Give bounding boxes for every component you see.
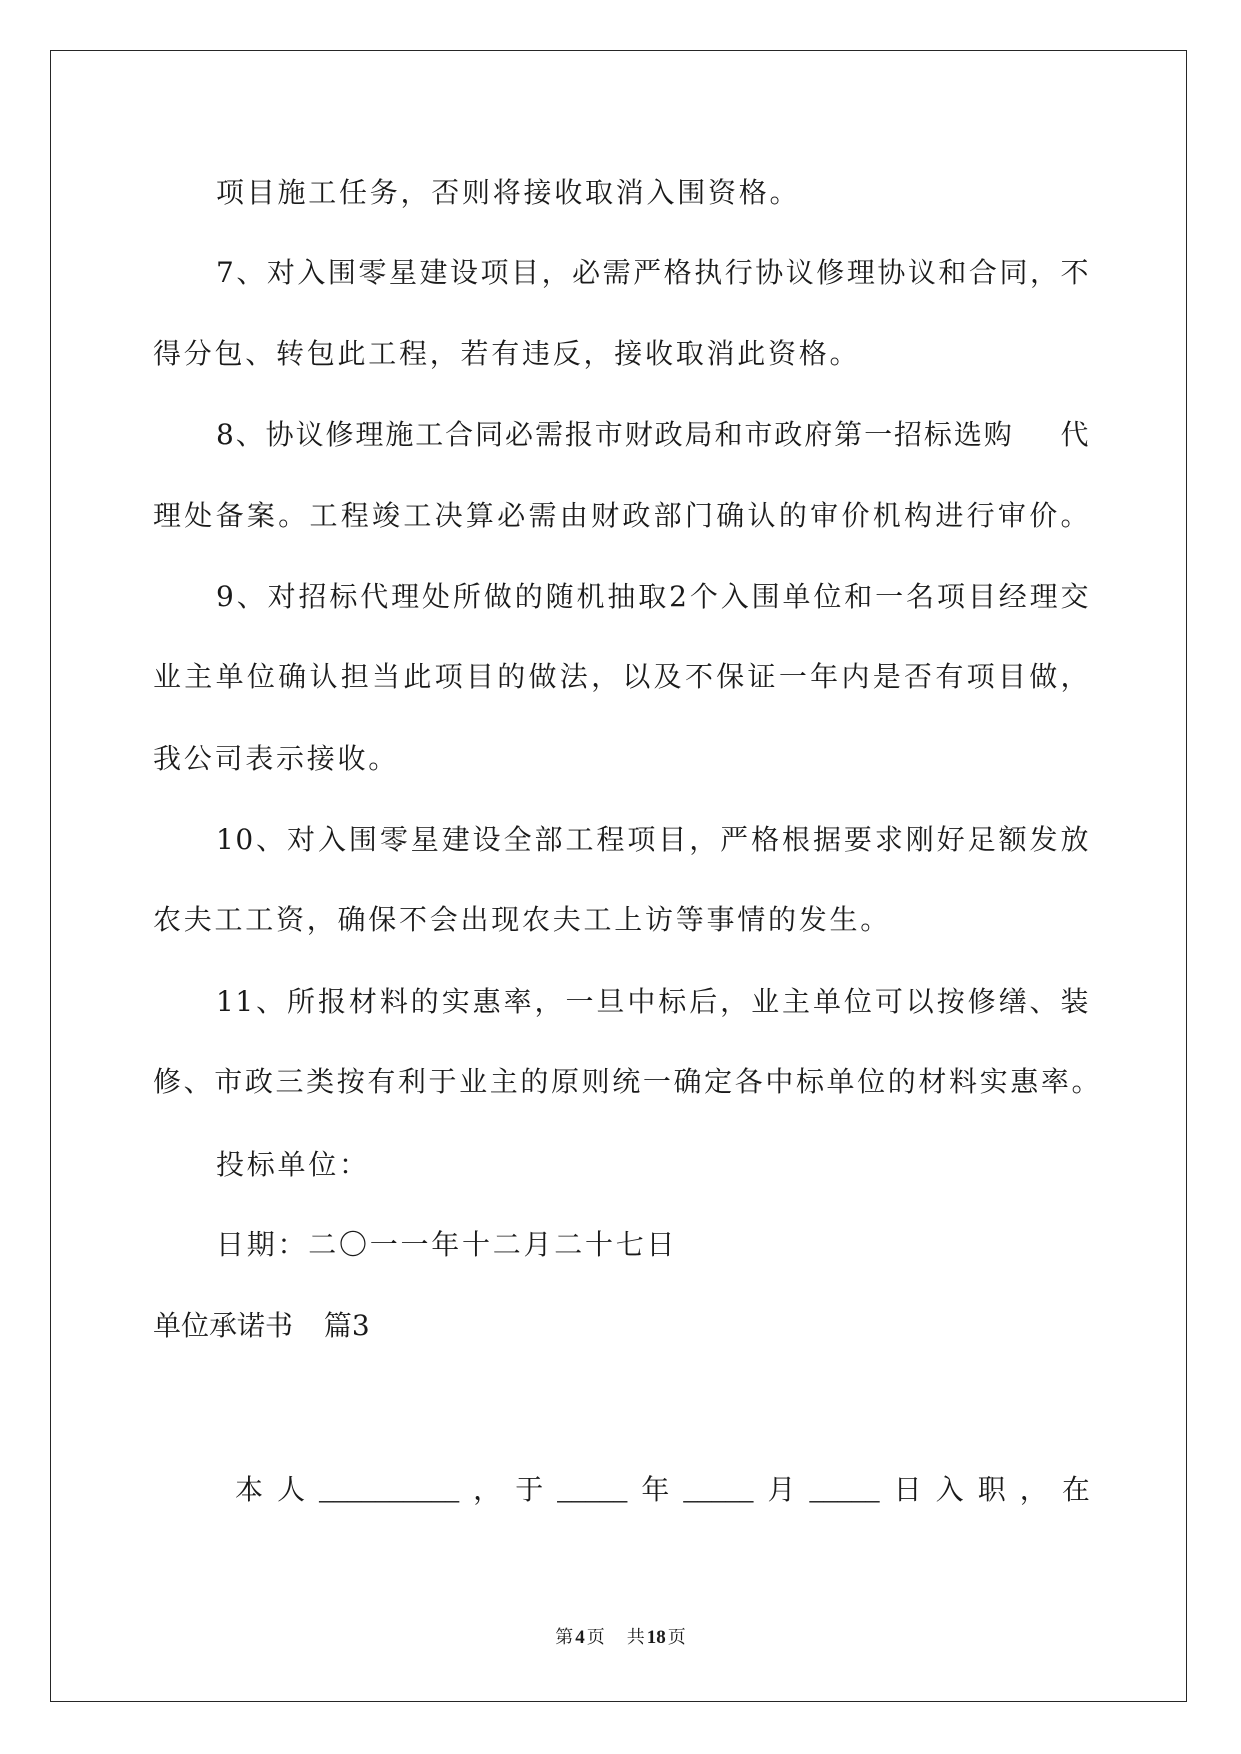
page-footer xyxy=(0,1624,1241,1652)
pledge-line xyxy=(235,1470,1090,1510)
pledge-text: 在 xyxy=(1061,1473,1090,1506)
clause-11-line-2: 修、市政三类按有利于业主的原则统一确定各中标单位的材料实惠率。 xyxy=(153,1065,1101,1098)
pledge-text: ， xyxy=(473,1473,502,1506)
clause-7-line-2: 得分包、转包此工程，若有违反，接收取消此资格。 xyxy=(153,337,861,370)
pledge-text: 日 xyxy=(893,1473,922,1506)
footer-total-suffix: 页 xyxy=(667,1627,686,1648)
clause-9-line-3: 我公司表示接收。 xyxy=(153,742,400,775)
total-pages-number: 18 xyxy=(646,1627,666,1648)
pledge-text: 职 xyxy=(977,1473,1006,1506)
pledge-text: 本 xyxy=(235,1473,264,1506)
clause-7-line-1: 7、对入围零星建设项目，必需严格执行协议修理协议和合同，不 xyxy=(216,256,1090,289)
footer-total-prefix: 共 xyxy=(626,1627,645,1648)
pledge-text: 入 xyxy=(935,1473,964,1506)
clause-9-line-2: 业主单位确认担当此项目的做法，以及不保证一年内是否有项目做， xyxy=(153,660,1090,693)
clause-8-line-2: 理处备案。工程竣工决算必需由财政部门确认的审价机构进行审价。 xyxy=(153,499,1090,532)
clause-10-line-1: 10、对入围零星建设全部工程项目，严格根据要求刚好足额发放 xyxy=(216,823,1090,856)
clause-8-line-1: 8、协议修理施工合同必需报市财政局和市政府第一招标选购 代 xyxy=(216,418,1090,451)
pledge-day-blank: _____ xyxy=(809,1475,880,1506)
section-heading: 单位承诺书 篇3 xyxy=(153,1309,370,1342)
continuation-line: 项目施工任务，否则将接收取消入围资格。 xyxy=(216,176,801,209)
clause-10-line-2: 农夫工工资，确保不会出现农夫工上访等事情的发生。 xyxy=(153,903,892,936)
pledge-month-blank: _____ xyxy=(683,1475,754,1506)
pledge-text: 人 xyxy=(277,1473,306,1506)
pledge-name-blank: __________ xyxy=(319,1475,460,1506)
current-page-number: 4 xyxy=(575,1627,585,1648)
pledge-text: ， xyxy=(1019,1473,1048,1506)
pledge-text: 年 xyxy=(641,1473,670,1506)
pledge-text: 月 xyxy=(767,1473,796,1506)
clause-9-line-1: 9、对招标代理处所做的随机抽取2个入围单位和一名项目经理交 xyxy=(216,580,1090,613)
pledge-year-blank: _____ xyxy=(557,1475,628,1506)
page-border xyxy=(50,50,1187,1702)
footer-page-suffix: 页 xyxy=(586,1627,605,1648)
bidder-label: 投标单位： xyxy=(216,1148,370,1181)
clause-11-line-1: 11、所报材料的实惠率，一旦中标后，业主单位可以按修缮、装 xyxy=(216,985,1090,1018)
footer-page-prefix: 第 xyxy=(555,1627,574,1648)
pledge-text: 于 xyxy=(515,1473,544,1506)
date-line: 日期：二〇一一年十二月二十七日 xyxy=(216,1228,678,1261)
